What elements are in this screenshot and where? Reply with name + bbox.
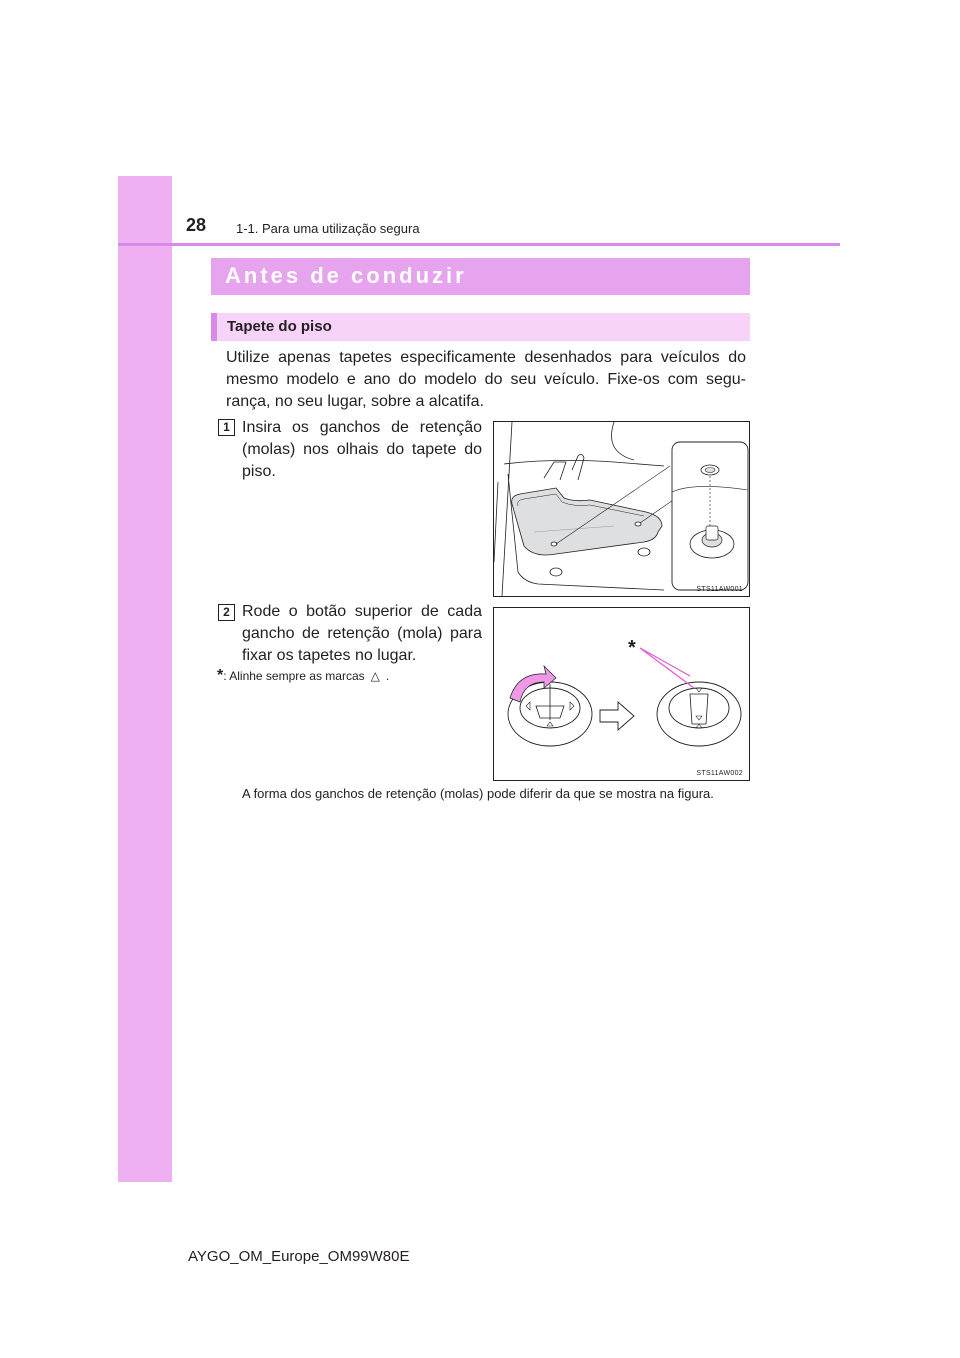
note-text: : Alinhe sempre as marcas	[223, 669, 365, 683]
header-rule	[118, 243, 840, 246]
section-title: Antes de conduzir	[225, 263, 467, 288]
triangle-mark-icon: △	[370, 669, 380, 683]
subsection-heading-bar	[211, 313, 750, 341]
note-asterisk: *	[217, 667, 224, 684]
page-number: 28	[186, 215, 207, 235]
floor-mat-illustration	[494, 422, 749, 596]
section-heading-bar	[211, 258, 750, 295]
step-2-text: Rode o botão superior de cada gancho de retenção (mola) para fixar os tapetes no lugar.	[242, 603, 482, 664]
step-number-2: 2	[218, 604, 235, 621]
subsection-title: Tapete do piso	[227, 318, 332, 335]
note-end: .	[385, 669, 390, 683]
footer-document-id: AYGO_OM_Europe_OM99W80E	[188, 1248, 410, 1265]
step-1-text: Insira os ganchos de retenção (molas) nos olhais do tapete do piso.	[242, 419, 482, 480]
alignment-note	[217, 668, 487, 684]
figure-code-1: STS11AW001	[696, 586, 743, 593]
running-head: 1-1. Para uma utilização segura	[236, 221, 420, 236]
side-tab-strip	[118, 176, 172, 1182]
step-number-1: 1	[218, 419, 235, 436]
figure-floor-mat-hooks	[493, 421, 750, 597]
figure-caption: A forma dos ganchos de retenção (molas) pode diferir da que se mostra na figura.	[242, 786, 714, 801]
figure-code-2: STS11AW002	[696, 770, 743, 777]
figure-rotate-knob	[493, 607, 750, 781]
intro-paragraph: Utilize apenas tapetes especificamente desenhados para veículos do mesmo modelo e ano do modelo do seu veículo. Fixe-os com segu-rança, no seu lugar, sobre a alcatifa.	[226, 349, 746, 410]
rotate-knob-illustration	[494, 608, 749, 780]
figure-callout-asterisk: *	[628, 637, 636, 659]
